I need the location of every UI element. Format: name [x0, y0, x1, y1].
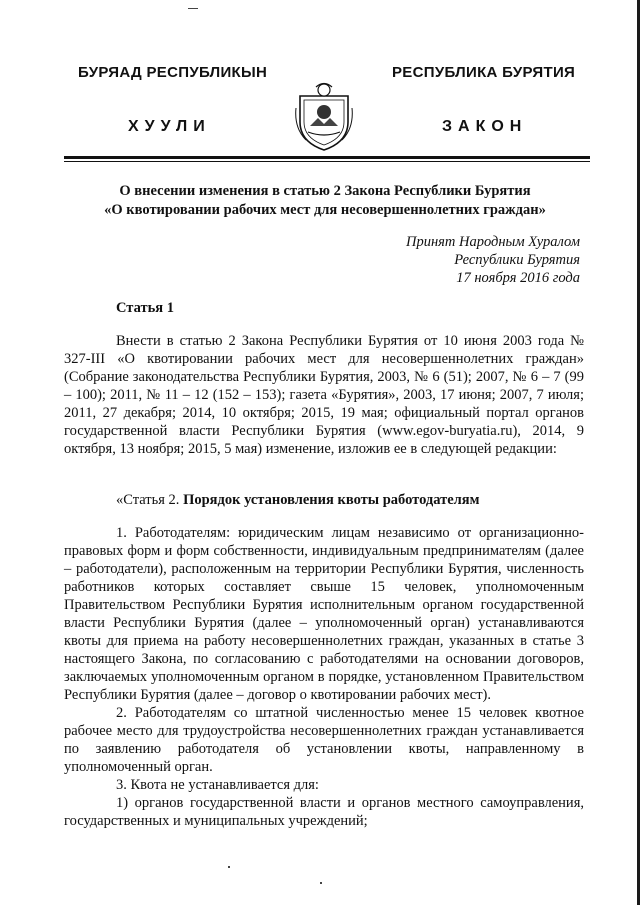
header-right-top: РЕСПУБЛИКА БУРЯТИЯ: [392, 64, 576, 81]
article2-paragraph-3: 3. Квота не устанавливается для:: [116, 777, 319, 793]
article2-paragraph-2: 2. Работодателям со штатной численностью менее 15 человек квотное рабочее место для трудоустройства несовершеннолетних граждан устанавливается по заявлению работодателя об установлении квоты, направленному в уполномоченный орган.: [64, 705, 584, 775]
header-right-bottom: ЗАКОН: [442, 118, 528, 135]
article2-heading: [116, 492, 480, 509]
header-rule-thin: [64, 161, 590, 162]
law-title-line2: «О квотировании рабочих мест для несовершеннолетних граждан»: [104, 202, 546, 218]
scan-speck: [228, 866, 230, 868]
article2-paragraph-4: 1) органов государственной власти и органов местного самоуправления, государственных и муниципальных учреждений;: [64, 795, 584, 829]
header-rule-thick: [64, 156, 590, 159]
adoption-date: 17 ноября 2016 года: [456, 270, 580, 286]
article2-prefix: «Статья 2.: [116, 492, 184, 508]
article2-body: [64, 524, 584, 830]
article1-paragraph: Внести в статью 2 Закона Республики Бурятия от 10 июня 2003 года № 327-III «О квотировании рабочих мест для несовершеннолетних граждан» (Собрание законодательства Республики Бурятия, 2003, № 6 (51); 2007, № 6 – 7 (99 – 100); 2011, № 11 – 12 (152 – 153); газета «Бурятия», 2003, 17 июня; 2007, 7 июля; 2011, 27 декабря; 2014, 10 октября; 2015, 19 мая; официальный портал органов государственной власти Республики Бурятия (www.egov-buryatia.ru), 2014, 9 октября, 13 ноября; 2015, 5 мая) изменение, изложив ее в следующей редакции:: [64, 333, 584, 457]
adoption-line2: Республики Бурятия: [454, 252, 580, 268]
article2-paragraph-1: 1. Работодателям: юридическим лицам независимо от организационно-правовых форм и форм собственности, индивидуальным предпринимателям (далее – работодатели), расположенным на территории Республики Бурятия, численность работников которых составляет свыше 15 человек, уполномоченным Правительством Республики Бурятия исполнительным органом государственной власти Республики Бурятия (далее – уполномоченный орган) устанавливаются квоты для приема на работу несовершеннолетних граждан, указанных в статье 3 настоящего Закона, по согласованию с работодателями на основании договоров, заключаемых уполномоченным органом в порядке, установленном Правительством Республики Бурятия (далее – договор о квотировании рабочих мест).: [64, 525, 584, 703]
article2-title: Порядок установления квоты работодателям: [183, 492, 480, 508]
scan-speck: [188, 8, 198, 9]
header-left-bottom: ХУУЛИ: [128, 118, 211, 135]
law-title: [60, 182, 590, 220]
coat-of-arms-emblem: [292, 78, 356, 152]
law-title-line1: О внесении изменения в статью 2 Закона Республики Бурятия: [119, 183, 531, 199]
header-left-top: БУРЯАД РЕСПУБЛИКЫН: [78, 64, 268, 81]
article1-body: [64, 332, 584, 458]
scan-speck: [320, 882, 322, 884]
adoption-line1: Принят Народным Хуралом: [405, 234, 580, 250]
adoption-note: [406, 233, 580, 287]
article1-heading: Статья 1: [116, 300, 174, 316]
